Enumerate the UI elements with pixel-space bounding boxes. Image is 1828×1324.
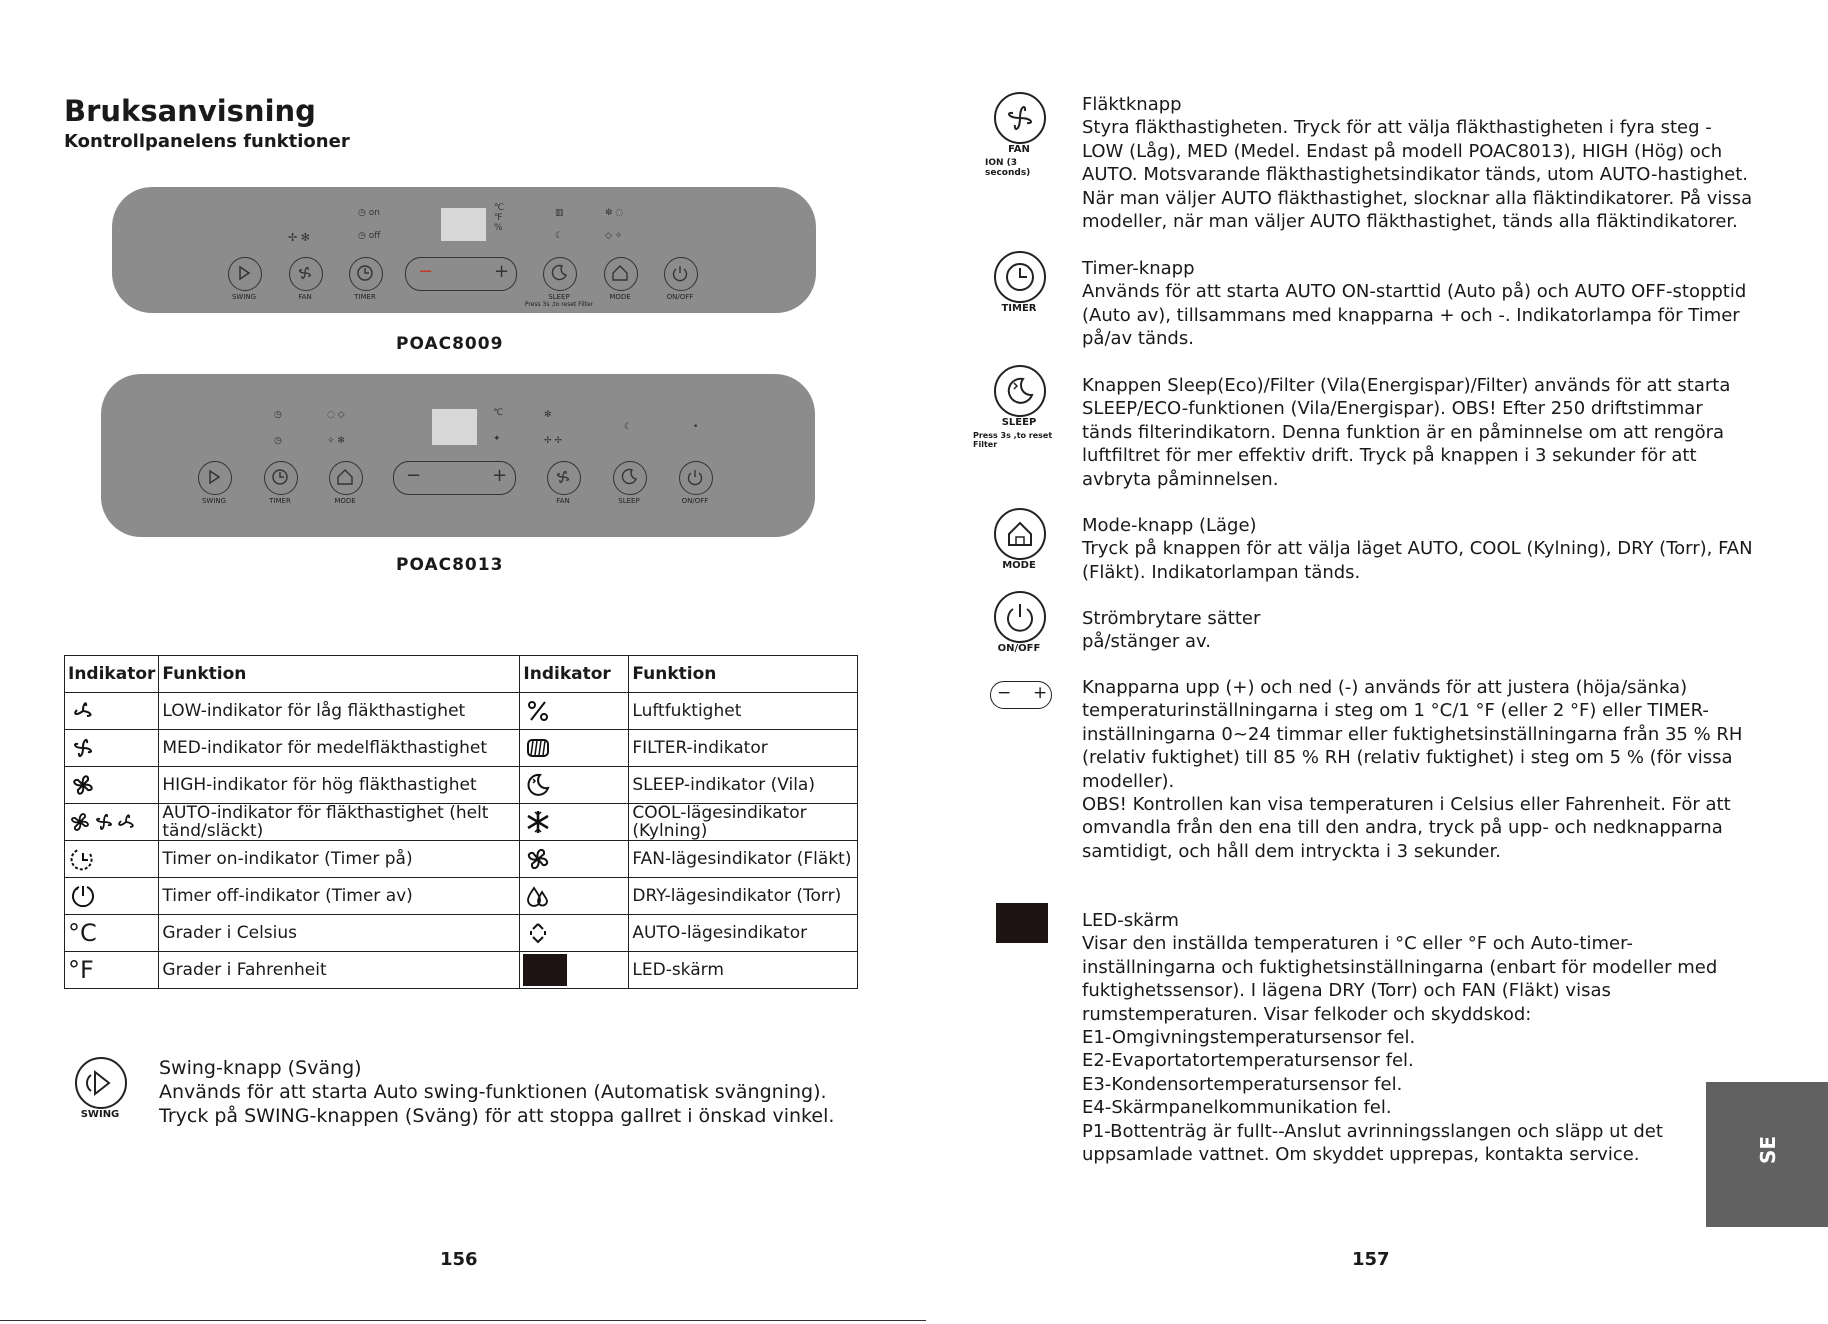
snowflake-icon [520,804,629,841]
temp-units-indicator: ℃ ℉ % [494,203,505,233]
table-cell: MED-indikator för medelfläkthastighet [159,730,520,767]
table-row [65,767,858,804]
timer-indicator-top: ◷ [274,410,282,420]
led-display [441,208,486,241]
language-tab [1706,1082,1828,1227]
swing-section-icon: SWING [73,1057,127,1120]
fan-button[interactable] [547,461,581,495]
page-number-left: 156 [440,1249,478,1270]
med-fan-icon [65,730,159,767]
swing-label: SWING [231,293,257,301]
high-fan-icon [65,767,159,804]
celsius-icon: °C [65,915,159,952]
plus-minus-icon: − + [990,681,1052,709]
sleep-indicator: ☾ [624,422,633,432]
timer-off-indicator: ◷ off [358,231,381,241]
timer-on-icon [65,841,159,878]
celsius-indicator: ℃ [493,408,504,418]
onoff-description: Strömbrytare sätter på/stänger av. [1082,608,1261,653]
plus-minus-button[interactable]: − + [405,257,517,291]
timer-section-icon: TIMER [992,251,1046,314]
dry-icon [520,878,629,915]
led-description: LED-skärm Visar den inställda temperaturen i °C eller °F och Auto-timer- inställningarna och fuktighetsinställningarna (enbart för modeller med fuktighetssensor). I lägena DRY (Torr) och FAN (Fläkt) visas rumstemperaturen. Visar felkoder och skyddskod: E1-Omgivningstemperatursensor fel. E2-Evaportatortemperatursensor fel. E3-Kondensortemperatursensor fel. E4-Skärmpanelkommunikation fel. P1-Bottenträg är fullt--Anslut avrinningsslangen och släpp ut det uppsamlade vattnet. Om skyddet upprepas, kontakta service. [1082,910,1718,1166]
fan-indicator-high: ✻ [544,410,552,420]
auto-mode-icon [520,915,629,952]
sleep-button[interactable] [543,257,577,291]
table-cell: FAN-lägesindikator (Fläkt) [629,841,858,878]
mode-label: MODE [609,293,631,301]
filter-indicator: ▥ [555,208,564,218]
timer-description: Timer-knapp Används för att starta AUTO ON-starttid (Auto på) och AUTO OFF-stopptid (Auto av), tillsammans med knapparna + och -. Indikatorlampa för Timer på/av tänds. [1082,258,1747,350]
table-row [65,915,858,952]
low-fan-icon [65,693,159,730]
timer-icon [994,251,1046,303]
control-panel-poac8013 [101,374,815,537]
swing-button[interactable] [198,461,232,495]
fan-label: FAN [298,293,312,301]
timer-label: TIMER [269,497,291,505]
table-cell: Luftfuktighet [629,693,858,730]
table-row [65,952,858,989]
cool-indicators: ✧ ✻ [327,436,345,446]
swing-label: SWING [201,497,227,505]
swing-description: Swing-knapp (Sväng) Används för att starta Auto swing-funktionen (Automatisk svängning). Tryck på SWING-knappen (Sväng) för att stoppa gallret i önskad vinkel. [159,1057,835,1127]
mode-indicators-bottom: ◇ ✧ [605,231,623,241]
indicator-table [64,655,858,989]
plus-minus-description: Knapparna upp (+) och ned (-) används för att justera (höja/sänka) temperaturinställningarna i steg om 1 °C/1 °F (eller 2 °F) eller TIMER- inställningarna 0~24 timmar eller fuktighetsinställningarna från 35 % RH (relativ fuktighet) till 85 % RH (relativ fuktighet) i steg om 5 % (för vissa modeller). OBS! Kontrollen kan visa temperaturen i Celsius eller Fahrenheit. För att omvandla från den ena till den andra, tryck på upp- och nedknapparna samtidigt, och håll dem intryckta i 3 sekunder. [1082,677,1743,862]
fan-icon [994,92,1046,144]
led-icon [520,952,629,989]
fan-ion-note: ION (3 seconds) [985,158,1031,178]
model-label-poac8013: POAC8013 [396,555,504,575]
humidity-indicator: ✦ [493,434,501,444]
mode-section-icon: MODE [992,508,1046,571]
table-cell: COOL-lägesindikator (Kylning) [629,804,858,841]
page-number-right: 157 [1352,1249,1390,1270]
model-label-poac8009: POAC8009 [396,334,504,354]
table-cell: DRY-lägesindikator (Torr) [629,878,858,915]
swing-icon [75,1057,127,1109]
swing-button[interactable] [228,257,262,291]
sleep-button[interactable] [613,461,647,495]
mode-indicators-top: ✼ ◌ [605,208,624,218]
control-panel-poac8009 [112,187,816,313]
timer-on-indicator: ◷ on [358,208,380,218]
sleep-reset-note: Press 3s ,to reset Filter [524,301,594,308]
dry-indicators: ◌ ◇ [327,410,345,420]
mode-description: Mode-knapp (Läge) Tryck på knappen för att välja läget AUTO, COOL (Kylning), DRY (Torr), FAN (Fläkt). Indikatorlampan tänds. [1082,515,1753,583]
onoff-button[interactable] [664,257,698,291]
fan-mode-icon [520,841,629,878]
table-row [65,841,858,878]
filter-icon [520,730,629,767]
timer-button[interactable] [264,461,298,495]
table-row [65,693,858,730]
header-function-2: Funktion [629,656,858,693]
mode-button[interactable] [604,257,638,291]
humidity-icon [520,693,629,730]
bottom-rule [0,1320,926,1321]
fan-label: FAN [556,497,570,505]
led-screen-icon [996,903,1048,943]
sleep-indicator: ☾ [555,231,564,241]
filter-indicator: • [693,422,699,432]
fan-indicators-low: ✢ ✢ [544,436,562,446]
sleep-icon [994,365,1046,417]
fan-description: Fläktknapp Styra fläkthastigheten. Tryck för att välja fläkthastigheten i fyra steg - LOW (Låg), MED (Medel. Endast på modell POAC8013), HIGH (Hög) och AUTO. Motsvarande fläkthastighetsindikator tänds, utom AUTO-hastighet. När man väljer AUTO fläkthastighet, slocknar alla fläktindikatorer. På vissa modeller, när man väljer AUTO fläkthastighet, tänds alla fläktindikatorer. [1082,94,1753,233]
power-icon [994,591,1046,643]
sleep-icon [520,767,629,804]
table-header-row [65,656,858,693]
header-function: Funktion [159,656,520,693]
plus-minus-button[interactable]: − + [393,461,516,495]
onoff-section-icon: ON/OFF [992,591,1046,654]
table-cell: Timer on-indikator (Timer på) [159,841,520,878]
home-icon [994,508,1046,560]
sleep-reset-note: Press 3s ,to reset Filter [973,431,1053,449]
table-row [65,878,858,915]
fan-button[interactable] [289,257,323,291]
table-cell: HIGH-indikator för hög fläkthastighet [159,767,520,804]
table-cell: Grader i Fahrenheit [159,952,520,989]
sleep-section-icon: SLEEP [992,365,1046,428]
table-row [65,730,858,767]
header-indicator: Indikator [65,656,159,693]
language-tab-label: SE [1756,1135,1781,1165]
table-row [65,804,858,841]
timer-label: TIMER [354,293,376,301]
table-cell: SLEEP-indikator (Vila) [629,767,858,804]
table-cell: Timer off-indikator (Timer av) [159,878,520,915]
onoff-button[interactable] [679,461,713,495]
mode-label: MODE [334,497,356,505]
fan-indicators: ✢ ✻ [288,231,310,244]
sleep-label: SLEEP [618,497,640,505]
timer-indicator-bottom: ◷ [274,436,282,446]
auto-fan-icon [65,804,159,841]
sleep-description: Knappen Sleep(Eco)/Filter (Vila(Energispar)/Filter) används för att starta SLEEP/ECO-funktionen (Vila/Energispar). OBS! Efter 250 driftstimmar tänds filterindikatorn. Denna funktion är en påminnelse om att rengöra luftfiltret för mer effektiv drift. Tryck på knappen i 3 sekunder för att avbryta påminnelsen. [1082,375,1731,490]
sleep-label: SLEEP [548,293,570,301]
timer-off-icon [65,878,159,915]
table-cell: AUTO-lägesindikator [629,915,858,952]
led-display [432,409,477,445]
table-cell: FILTER-indikator [629,730,858,767]
onoff-label: ON/OFF [666,293,694,301]
table-cell: Grader i Celsius [159,915,520,952]
timer-button[interactable] [349,257,383,291]
fahrenheit-icon: °F [65,952,159,989]
table-cell: LED-skärm [629,952,858,989]
mode-button[interactable] [329,461,363,495]
header-indicator-2: Indikator [520,656,629,693]
fan-section-icon: FAN [992,92,1046,155]
page-title: Bruksanvisning [64,94,316,128]
section-subtitle: Kontrollpanelens funktioner [64,131,350,152]
table-cell: LOW-indikator för låg fläkthastighet [159,693,520,730]
onoff-label: ON/OFF [681,497,709,505]
table-cell: AUTO-indikator för fläkthastighet (helt tänd/släckt) [159,804,520,841]
